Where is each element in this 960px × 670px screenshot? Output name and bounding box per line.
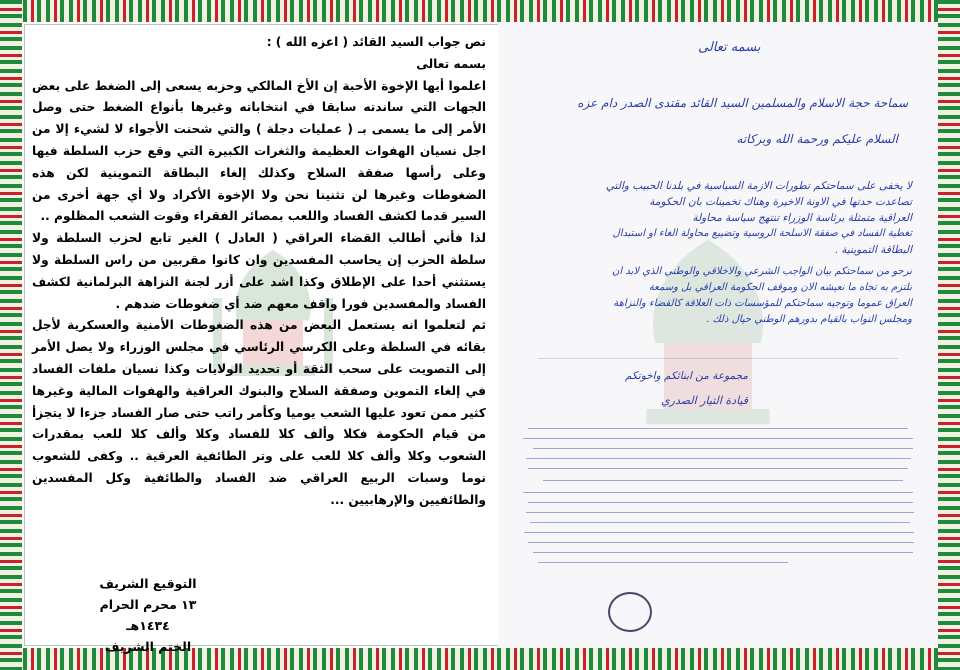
handwritten-line-2: تصاعدت حدتها في الاونة الاخيرة وهناك تخمينات بان الحكومة (649, 196, 912, 208)
letter-paragraph-2: لذا فأني أطالب القضاء العراقي ( العادل ) الغير تابع لحزب السلطة ولا سلطة الحزب إن يحاسب المفسدين وان كانوا مقربين من راس السلطة ولا يستثني أحدا على الإطلاق وكذا اشد على أزر لجنة النزاهة البرلمانية لكشف الفساد والمفسدين فورا واقف معهم ضد أي ضغوطات ضدهم . (32, 231, 486, 311)
official-seal-stamp (608, 592, 652, 632)
handwritten-line-5: البطاقة التموينية . (834, 244, 912, 256)
handwritten-line-1: لا يخفى على سماحتكم تطورات الازمة السياسية في بلدنا الحبيب والتي (605, 180, 912, 192)
decorative-border-top (0, 0, 960, 22)
signature-label: التوقيع الشريف (99, 576, 197, 591)
seal-label: الختم الشريف (104, 639, 192, 654)
letter-basmala: بسمه تعالى (416, 56, 486, 71)
handwritten-basmala: بسمه تعالى (698, 40, 761, 55)
handwritten-signature-line-1: مجموعة من ابنائكم واخوتكم (625, 370, 748, 382)
handwritten-line-4: تغطية الفساد في صفقة الاسلحة الروسية وتضييع محاولة الغاء او استبدال (612, 228, 912, 239)
handwritten-greeting: السلام عليكم ورحمة الله وبركاته (736, 132, 898, 146)
handwritten-line-9: ومجلس النواب بالقيام بدورهم الوطني حيال ذلك . (706, 314, 912, 325)
letter-paragraph-1: اعلموا أيها الإخوة الأحبة إن الأخ المالكي وحزبه يسعى إلى الضغط على بعض الجهات التي ساندته سابقا في انتخاباته وغيرها بأنواع الضغط حتى وصل الأمر إلى ما يسمى بـ ( عمليات دجلة ) والتي شحنت الأجواء لا لشيء إلا من اجل نسيان الهفوات العظيمة والثغرات الكبيرة التي وقع حزب السلطة فيها وعلى رأسها صفقة السلاح وكذلك إلغاء البطاقة التموينية لكن هذه الضغوطات وغيرها لن تثنينا نحن ولا الإخوة الأكراد ولا أي جهة أخرى من السير قدما لكشف الفساد واللعب بمصائر الفقراء وقوت الشعب المظلوم .. (32, 78, 486, 224)
handwritten-signature-line-2: قيادة التيار الصدري (661, 394, 748, 407)
typed-letter-panel (28, 28, 488, 654)
handwritten-salutation: سماحة حجة الاسلام والمسلمين السيد القائد مقتدى الصدر دام عزه (577, 96, 908, 110)
typed-letter-body (28, 28, 488, 512)
shrine-watermark-icon (598, 222, 818, 442)
decorative-border-left (0, 0, 22, 670)
signature-date: ١٣ محرم الحرام ١٤٣٤هـ (99, 597, 197, 633)
handwritten-letter-scan (498, 22, 938, 648)
letter-paragraph-3: ثم لتعلموا انه يستعمل البعض من هذه الضغوطات الأمنية والعسكرية لأجل بقائه في السلطة وعلى الكرسي الرئاسي في مجلس الوزراء ولا يصل الأمر إلى التصويت على سحب الثقة أو تحديد الولايات وكذا نسيان ملفات الفساد في إلغاء التموين وصفقة السلاح والبنوك العراقية والهفوات المالية وغيرها كثير ممن تعود عليها الشعب يوميا وكأمر راتب حتى صار الفساد جزءا لا يتجزأ من قيام الحكومة فكلا وألف كلا للفساد وكلا وألف كلا للعب بمقدرات الشعوب وكلا وألف كلا للعب على وتر الطائفية العرقية .. وكفى للشعوب نوما وسبات الربيع العراقي ضد الفساد والطائفية وكل المفسدين والطائفيين والإرهابيين ... (32, 318, 486, 507)
handwritten-line-7: نلتزم به تجاه ما نعيشه الان وموقف الحكومة العراقي بل وسمعة (648, 282, 912, 293)
decorative-border-right (938, 0, 960, 670)
handwritten-line-6: نرجو من سماحتكم بيان الواجب الشرعي والاخلاقي والوطني الذي لابد ان (612, 266, 912, 277)
handwritten-line-8: العراق عموما وتوجيه سماحتكم للمؤسسات ذات العلاقة كالقضاء والنزاهة (613, 298, 912, 309)
signature-block (88, 573, 208, 657)
letter-heading: نص جواب السيد القائد ( اعزه الله ) : (266, 35, 486, 49)
handwritten-line-3: العراقية متمثلة برئاسة الوزراء تنتهج سياسة محاولة (692, 212, 912, 224)
